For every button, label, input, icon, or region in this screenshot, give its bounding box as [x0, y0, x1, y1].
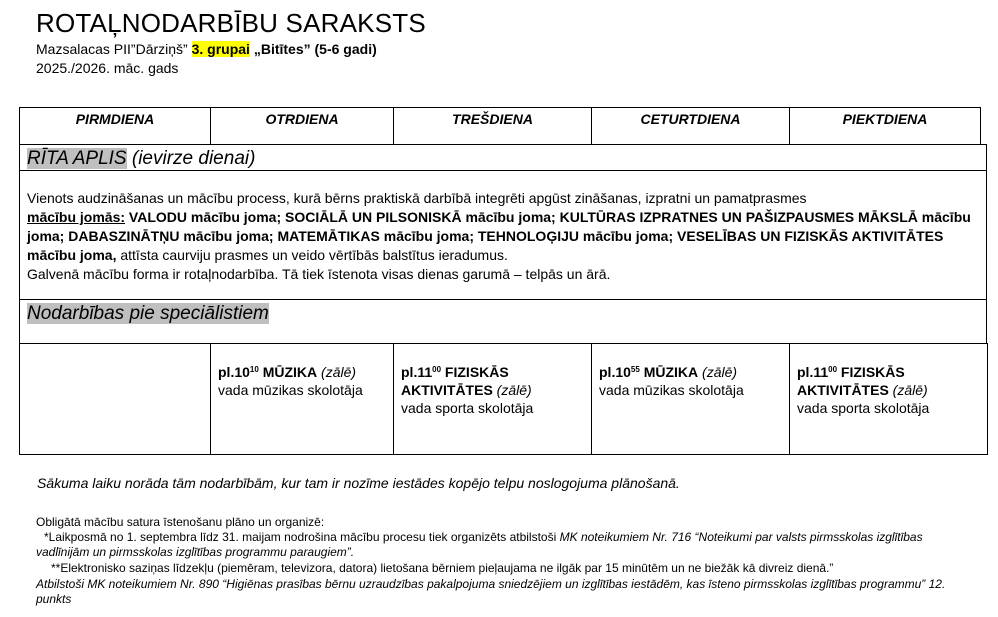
- activity-place: (zālē): [321, 364, 357, 380]
- activity-place: (zālē): [496, 382, 532, 398]
- school-year: 2025./2026. māc. gads: [36, 60, 179, 76]
- activity-name: FIZISKĀS AKTIVITĀTES: [797, 364, 905, 398]
- day-friday: PIEKTDIENA: [790, 108, 981, 145]
- learning-areas-tail: attīsta caurviju prasmes un veido vērtībās balstītus ieradumus.: [116, 247, 508, 263]
- subtitle: [36, 41, 377, 58]
- activity-name: FIZISKĀS AKTIVITĀTES: [401, 364, 509, 398]
- time-minutes: 00: [828, 365, 838, 374]
- group-number: 3. grupai: [191, 41, 250, 57]
- learning-areas-list: VALODU mācību joma; SOCIĀLĀ UN PILSONISKĀ mācību joma; KULTŪRAS IZPRATNES UN PAŠIZPAUSMES MĀKSLĀ mācību joma; DABASZINĀTŅU mācību joma; MATEMĀTIKAS mācību joma; TEHNOLOĢIJU mācību joma; VESELĪBAS UN FIZISKĀS AKTIVITĀTES mācību joma,: [27, 209, 971, 263]
- specialist-cell-monday: [20, 344, 211, 455]
- morning-circle-description: [19, 170, 987, 300]
- day-wednesday: TREŠDIENA: [394, 108, 592, 145]
- activity-name: MŪZIKA: [639, 364, 699, 380]
- specialists-schedule: [19, 343, 988, 455]
- specialist-cell-friday: [790, 344, 988, 455]
- specialist-cell-wednesday: [394, 344, 592, 455]
- description-line: Vienots audzināšanas un mācību process, kurā bērns praktiskā darbībā integrēti apgūst zināšanas, izpratni un pamatprasmes: [27, 190, 807, 206]
- footnote-1-text: *Laikposmā no 1. septembra līdz 31. maijam nodrošina mācību procesu tiek organizēts atbilstoši: [44, 530, 560, 544]
- main-form-line: Galvenā mācību forma ir rotaļnodarbība. Tā tiek īstenota visas dienas garumā – telpās un ārā.: [27, 266, 611, 282]
- group-name: „Bitītes” (5-6 gadi): [249, 41, 377, 57]
- morning-circle-header: [19, 144, 987, 171]
- morning-circle-title: RĪTA APLIS: [27, 148, 127, 169]
- time-main: pl.10: [599, 364, 631, 380]
- day-tuesday: OTRDIENA: [211, 108, 394, 145]
- learning-areas-label: mācību jomās:: [27, 209, 126, 225]
- activity-teacher: vada sporta skolotāja: [401, 400, 534, 416]
- time-minutes: 55: [630, 365, 640, 374]
- activity-teacher: vada sporta skolotāja: [797, 400, 930, 416]
- morning-circle-note: (ievirze dienai): [126, 148, 256, 169]
- specialist-cell-thursday: [592, 344, 790, 455]
- time-main: pl.11: [401, 364, 433, 380]
- weekday-header: [19, 107, 981, 145]
- footnote-2-reference-text: Atbilstoši MK noteikumiem Nr. 890 “Higiēnas prasības bērnu uzraudzības pakalpojuma sniedzējiem un izglītības iestādēm, kas īsteno pirmsskolas izglītības programmu” 12. punkts: [36, 577, 946, 606]
- activity-place: (zālē): [702, 364, 738, 380]
- footnote-2: **Elektronisko saziņas līdzekļu (piemēram, televizora, datora) lietošana bērniem pieļaujama ne ilgāk par 15 minūtēm un ne biežāk kā divreiz dienā.”: [51, 561, 834, 575]
- time-main: pl.11: [797, 364, 829, 380]
- activity-name: MŪZIKA: [258, 364, 318, 380]
- footnote-1-reference: MK noteikumiem Nr. 716 “Noteikumi par valsts pirmsskolas izglītības vadlīnijām un pirmsskolas izglītības programmu paraugiem”.: [36, 530, 923, 559]
- day-monday: PIRMDIENA: [20, 108, 211, 145]
- specialists-header: [19, 299, 987, 344]
- specialist-cell-tuesday: [211, 344, 394, 455]
- activity-place: (zālē): [892, 382, 928, 398]
- footnote-2-reference: [36, 577, 976, 607]
- day-thursday: CETURTDIENA: [592, 108, 790, 145]
- time-main: pl.10: [218, 364, 250, 380]
- institution-name: Mazsalacas PII”Dārziņš”: [36, 41, 192, 57]
- time-minutes: 10: [249, 365, 259, 374]
- obligation-note: Obligātā mācību satura īstenošanu plāno un organizē:: [36, 515, 325, 529]
- page-title: ROTAĻNODARBĪBU SARAKSTS: [36, 8, 426, 38]
- footnote-1: [36, 530, 976, 560]
- activity-teacher: vada mūzikas skolotāja: [218, 382, 363, 398]
- activity-teacher: vada mūzikas skolotāja: [599, 382, 744, 398]
- start-time-note: Sākuma laiku norāda tām nodarbībām, kur tam ir nozīme iestādes kopējo telpu noslogojuma plānošanā.: [37, 475, 680, 491]
- time-minutes: 00: [432, 365, 442, 374]
- specialists-title: Nodarbības pie speciālistiem: [27, 303, 269, 324]
